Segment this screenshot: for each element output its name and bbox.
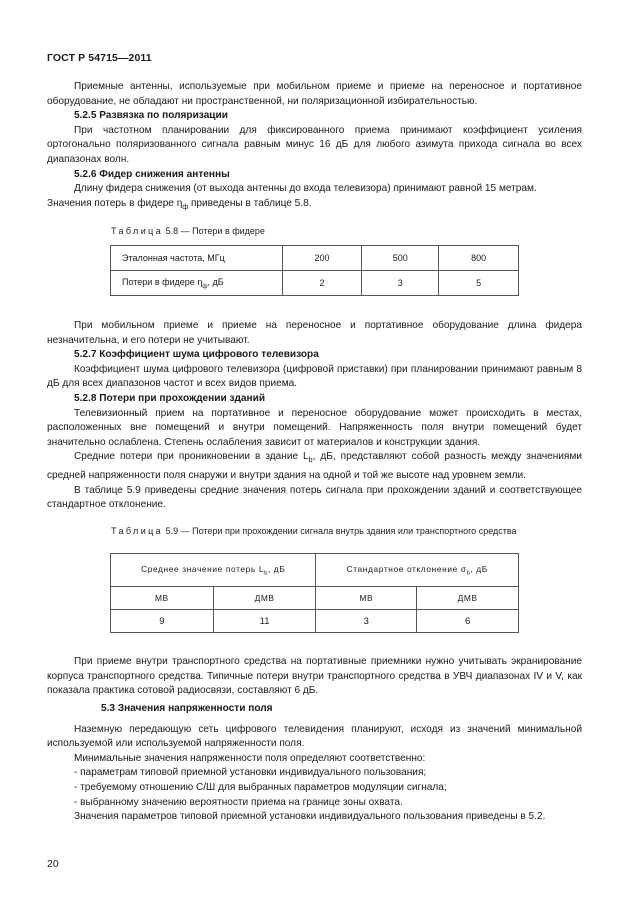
table-cell: 3: [316, 610, 417, 633]
table-cell: 3: [362, 271, 439, 296]
paragraph: Значения потерь в фидере $\eta_ф$ приведены в таблице 5.8.: [47, 197, 312, 211]
table-row: [111, 610, 519, 633]
table-subheader-row: [111, 587, 519, 610]
list-item: - параметрам типовой приемной установки индивидуального пользования;: [74, 767, 427, 779]
paragraph: В таблице 5.9 приведены средние значения потерь сигнала при прохождении зданий и соответствующее стандартное отклонение.: [47, 484, 582, 511]
section-heading-5-2-5: 5.2.5 Развязка по поляризации: [74, 110, 228, 122]
paragraph: Наземную передающую сеть цифрового телевидения планируют, исходя из значений минимальной используемой или используемой напряженности поля.: [47, 723, 582, 750]
text-block-section-5-3: [47, 702, 582, 825]
table-header-cell: ДМВ: [417, 587, 519, 610]
section-heading-5-2-8: 5.2.8 Потери при прохождении зданий: [74, 392, 266, 404]
section-heading-5-2-7: 5.2.7 Коэффициент шума цифрового телевизора: [74, 349, 319, 361]
section-heading-5-2-6: 5.2.6 Фидер снижения антенны: [74, 168, 230, 180]
table-cell: 500: [362, 246, 439, 271]
table-5-9-caption: Таблица 5.9 — Потери при прохождении сигнала внутрь здания или транспортного средства: [111, 526, 517, 536]
table-cell: 9: [111, 610, 214, 633]
table-header-cell: МВ: [111, 587, 214, 610]
table-cell: Эталонная частота, МГц: [111, 246, 283, 271]
table-header-cell: Среднее значение потерь $L_b$, дБ: [111, 554, 316, 587]
text-block-after-table: [47, 655, 582, 699]
table-cell: 11: [213, 610, 316, 633]
table-cell: 800: [439, 246, 519, 271]
text-block-top: [47, 80, 582, 215]
table-header-row: [111, 554, 519, 587]
table-header-cell: ДМВ: [213, 587, 316, 610]
paragraph: Минимальные значения напряженности поля определяют соответственно:: [74, 752, 426, 764]
paragraph: Длину фидера снижения (от выхода антенны до входа телевизора) принимают равной 15 метрам.: [74, 183, 537, 195]
paragraph: При мобильном приеме и приеме на переносное и портативное оборудование длина фидера незначительна, и его потери не учитывают.: [47, 320, 582, 346]
page-header: ГОСТ Р 54715—2011: [47, 52, 152, 64]
table-row: [111, 271, 519, 296]
table-header-cell: Стандартное отклонение $\sigma_b$, дБ: [316, 554, 519, 587]
list-item: - требуемому отношению С/Ш для выбранных параметров модуляции сигнала;: [74, 781, 447, 793]
table-cell: Потери в фидере $\eta_ф$, дБ: [111, 271, 283, 296]
table-row: [111, 246, 519, 271]
paragraph: Значения параметров типовой приемной установки индивидуального пользования приведены в 5.2.: [74, 811, 546, 823]
page-number: 20: [47, 858, 59, 870]
table-5-9: [110, 553, 519, 633]
paragraph: Средние потери при проникновении в здание $L_b$, дБ, представляют собой разность между значениями средней напряженности поля снаружи и внутри здания на одной и той же высоте над уровнем земли.: [47, 451, 582, 481]
paragraph: При приеме внутри транспортного средства на портативные приемники нужно учитывать экранирование корпуса транспортного средства. Типичные потери внутри транспортного средства в УВЧ диапазонах IV и V, как показала практика сотовой радиосвязи, составляют 6 дБ.: [47, 656, 582, 697]
section-heading-5-3: 5.3 Значения напряженности поля: [101, 703, 273, 714]
table-cell: 6: [417, 610, 519, 633]
text-block-middle: [47, 319, 582, 513]
table-5-8: [110, 245, 519, 296]
paragraph: При частотном планировании для фиксированного приема принимают коэффициент усиления ортогонально поляризованного сигнала равным минус 16 дБ для любого азимута прихода сигнала во всех диапазонах волн.: [47, 124, 582, 165]
table-cell: 200: [282, 246, 362, 271]
paragraph: Коэффициент шума цифрового телевизора (цифровой приставки) при планировании принимают равным 8 дБ для всех диапазонов частот и всех видов приема.: [47, 363, 582, 390]
table-5-8-caption: Таблица 5.8 — Потери в фидере: [111, 226, 265, 236]
paragraph: Телевизионный прием на портативное и переносное оборудование может происходить в местах, расположенных вне помещений и внутри помещений. Напряженность поля внутри помещений будет значительно ослаблена. Степень ослабления зависит от материалов и конструкции здания.: [47, 407, 582, 448]
paragraph: Приемные антенны, используемые при мобильном приеме и приеме на переносное и портативное оборудование, не обладают ни пространственной, ни поляризационной избирательностью.: [47, 81, 582, 107]
table-cell: 2: [282, 271, 362, 296]
table-cell: 5: [439, 271, 519, 296]
table-header-cell: МВ: [316, 587, 417, 610]
list-item: - выбранному значению вероятности приема на границе зоны охвата.: [74, 796, 403, 808]
